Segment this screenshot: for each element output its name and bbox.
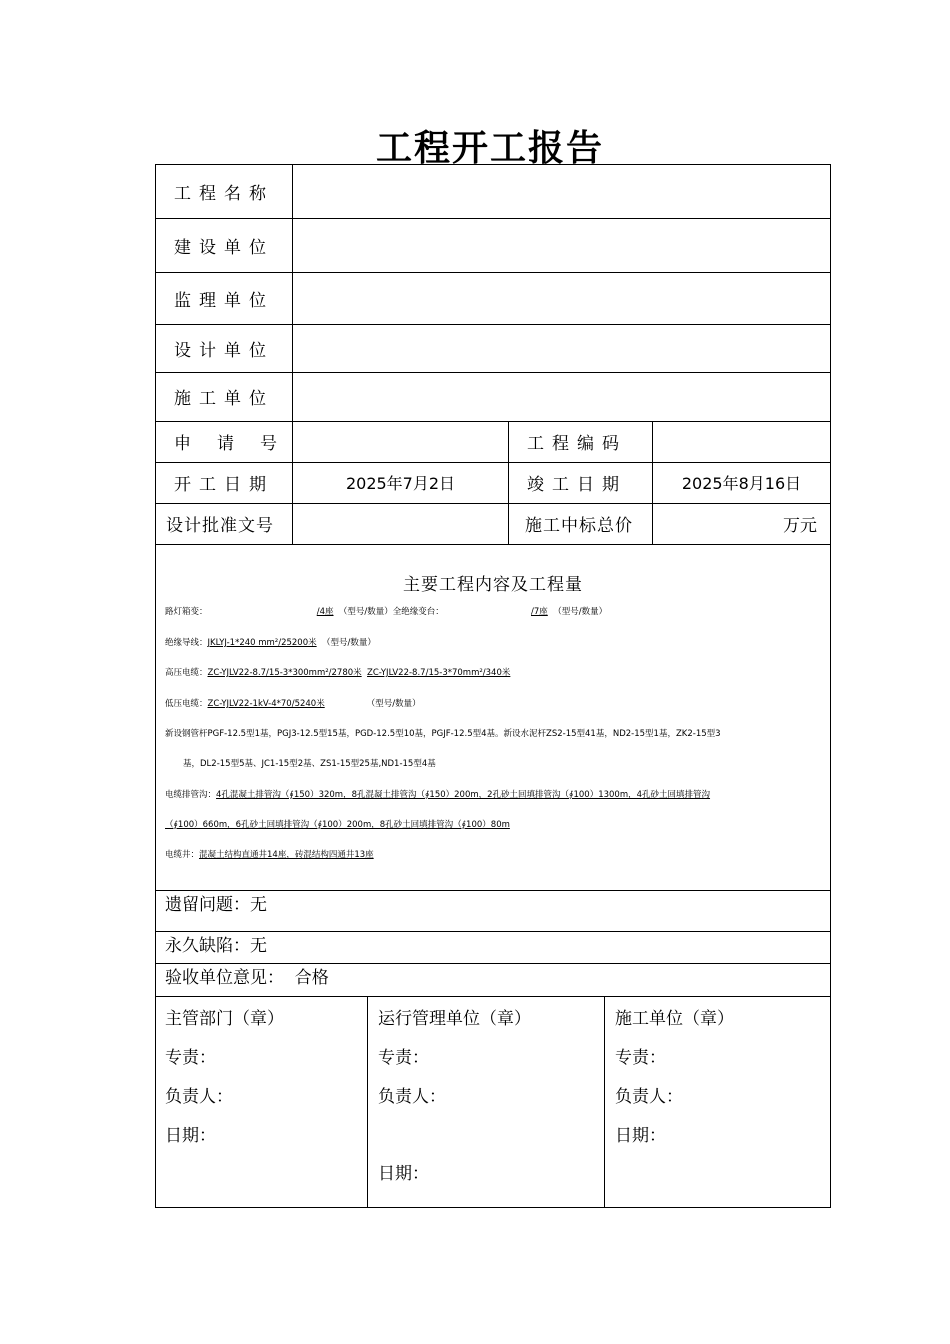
duct-value: 4孔混凝土排管沟（∮150）320m，8孔混凝土排管沟（∮150）200m，2孔砂土回填排管沟（∮100）1300m，4孔砂土回填排管沟 (216, 790, 711, 800)
bid-price-unit: 万元 (783, 516, 817, 536)
row-divider (155, 544, 831, 545)
label-application-no: 申请号 (174, 434, 303, 454)
label-designer: 设计单位 (174, 340, 274, 361)
label-design-approval: 设计批准文号 (166, 516, 274, 536)
content-line-9 (165, 848, 374, 860)
hv-cable-label: 高压电缆： (165, 668, 208, 678)
label-constructor: 施工单位 (174, 389, 274, 409)
supervisor-field[interactable] (293, 272, 830, 324)
label-bid-price: 施工中标总价 (525, 516, 633, 536)
end-date-value: 2025年8月16日 (681, 474, 802, 493)
content-line-1 (165, 605, 607, 617)
insulated-wire-label: 绝缘导线： (165, 638, 208, 648)
content-line-2 (165, 636, 376, 648)
poles-line-1: 新设钢管杆PGF-12.5型1基，PGJ3-12.5型15基，PGD-12.5型10基，PGJF-12.5型4基。新设水泥杆ZS2-15型41基，ND2-15型1基，ZK2-15型3 (165, 729, 721, 739)
design-approval-field[interactable] (293, 503, 508, 544)
contractor-responsible: 负责人： (615, 1087, 683, 1107)
lv-cable-value: ZC-YJLV22-1kV-4*70/5240米 (207, 699, 325, 709)
content-heading: 主要工程内容及工程量 (403, 575, 583, 595)
project-code-field[interactable] (653, 421, 830, 462)
insulated-wire-value: JKLYJ-1*240 mm²/25200米 (207, 638, 317, 648)
label-project-name: 工程名称 (174, 183, 274, 204)
content-line-7 (165, 788, 710, 800)
insulated-transformer-label: （型号/数量）全绝缘变台： (338, 607, 444, 617)
remaining-issues: 遗留问题：无 (165, 895, 267, 915)
content-line-4 (165, 697, 421, 709)
poles-line-2: 基，DL2-15型5基、JC1-15型2基、ZS1-15型25基,ND1-15型4基 (183, 759, 436, 769)
duct-value-continued: （∮100）660m，6孔砂土回填排管沟（∮100）200m，8孔砂土回填排管沟（∮100）80m (165, 820, 510, 830)
cable-well-value: 混凝土结构直通井14座，砖混结构四通井13座 (199, 850, 374, 860)
label-end-date: 竣工日期 (527, 475, 627, 495)
insulated-transformer-value: /7座 (531, 607, 548, 617)
operator-specialist: 专责： (378, 1048, 429, 1068)
label-supervisor: 监理单位 (174, 290, 274, 311)
contractor-specialist: 专责： (615, 1048, 666, 1068)
acceptance-opinion: 验收单位意见： 合格 (165, 968, 329, 988)
row-divider (155, 996, 831, 997)
dept-specialist: 专责： (165, 1048, 216, 1068)
model-qty-note: （型号/数量） (553, 607, 608, 617)
start-date-value: 2025年7月2日 (345, 474, 456, 493)
label-start-date: 开工日期 (174, 475, 274, 495)
model-qty-note: （型号/数量） (366, 699, 421, 709)
dept-seal-title: 主管部门（章） (165, 1009, 284, 1029)
page-title: 工程开工报告 (375, 128, 604, 169)
col-divider (367, 996, 368, 1208)
contractor-seal-title: 施工单位（章） (615, 1009, 734, 1029)
project-name-field[interactable] (293, 164, 830, 218)
designer-field[interactable] (293, 324, 830, 372)
duct-label: 电缆排管沟： (165, 790, 217, 800)
contractor-date: 日期： (615, 1126, 666, 1146)
label-project-code: 工程编码 (527, 434, 627, 454)
operator-seal-title: 运行管理单位（章） (378, 1009, 531, 1029)
dept-responsible: 负责人： (165, 1087, 233, 1107)
col-divider (604, 996, 605, 1208)
content-line-3 (165, 666, 510, 678)
cable-well-label: 电缆井： (165, 850, 200, 860)
constructor-field[interactable] (293, 372, 830, 421)
label-builder: 建设单位 (174, 237, 274, 258)
hv-cable-value-2: ZC-YJLV22-8.7/15-3*70mm²/340米 (367, 668, 511, 678)
dept-date: 日期： (165, 1126, 216, 1146)
box-transformer-value: /4座 (316, 607, 334, 617)
lv-cable-label: 低压电缆： (165, 699, 208, 709)
builder-field[interactable] (293, 218, 830, 272)
operator-date: 日期： (378, 1164, 429, 1184)
hv-cable-value-1: ZC-YJLV22-8.7/15-3*300mm²/2780米 (207, 668, 362, 678)
permanent-defects: 永久缺陷：无 (165, 936, 267, 956)
model-qty-note: （型号/数量） (322, 638, 376, 648)
box-transformer-label: 路灯箱变： (165, 607, 208, 617)
operator-responsible: 负责人： (378, 1087, 446, 1107)
application-no-field[interactable] (293, 421, 508, 462)
